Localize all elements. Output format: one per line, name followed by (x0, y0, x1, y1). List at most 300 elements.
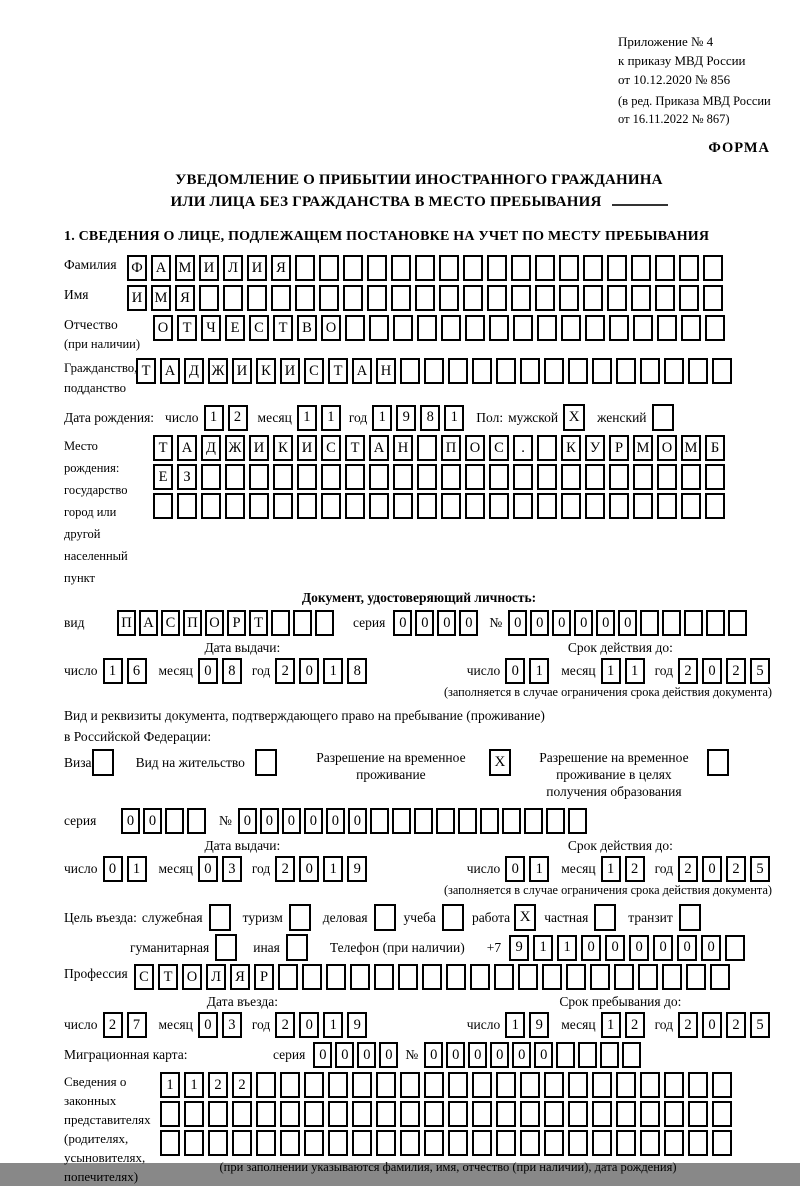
purpose-tourism-checkbox[interactable] (289, 904, 311, 931)
char-box[interactable] (441, 464, 461, 490)
char-box[interactable] (392, 808, 411, 834)
sex-male-checkbox[interactable]: X (563, 404, 585, 431)
char-box[interactable] (502, 808, 521, 834)
char-box[interactable]: О (182, 964, 202, 990)
char-box[interactable]: 0 (468, 1042, 487, 1068)
char-box[interactable] (679, 285, 699, 311)
char-box[interactable]: 0 (304, 808, 323, 834)
char-box[interactable]: 1 (323, 658, 343, 684)
char-box[interactable] (369, 315, 389, 341)
char-box[interactable] (631, 255, 651, 281)
char-box[interactable] (592, 1130, 612, 1156)
char-box[interactable] (400, 358, 420, 384)
char-box[interactable] (688, 1072, 708, 1098)
char-box[interactable] (609, 464, 629, 490)
char-box[interactable] (712, 1101, 732, 1127)
char-box[interactable]: 1 (505, 1012, 525, 1038)
char-box[interactable]: Т (177, 315, 197, 341)
char-box[interactable] (232, 1130, 252, 1156)
char-box[interactable] (247, 285, 267, 311)
char-box[interactable]: 1 (184, 1072, 204, 1098)
char-box[interactable] (225, 464, 245, 490)
char-box[interactable] (640, 358, 660, 384)
char-box[interactable] (367, 255, 387, 281)
char-box[interactable]: . (513, 435, 533, 461)
char-box[interactable]: 0 (424, 1042, 443, 1068)
char-box[interactable]: 1 (323, 1012, 343, 1038)
char-box[interactable] (535, 285, 555, 311)
char-box[interactable]: 0 (505, 658, 525, 684)
char-box[interactable] (472, 1130, 492, 1156)
char-box[interactable] (520, 1101, 540, 1127)
char-box[interactable]: 1 (127, 856, 147, 882)
char-box[interactable]: Д (184, 358, 204, 384)
char-box[interactable]: 1 (444, 405, 464, 431)
char-box[interactable] (561, 464, 581, 490)
purpose-transit-checkbox[interactable] (679, 904, 701, 931)
char-box[interactable]: 0 (446, 1042, 465, 1068)
char-box[interactable]: 2 (275, 658, 295, 684)
char-box[interactable]: И (280, 358, 300, 384)
char-box[interactable] (590, 964, 610, 990)
char-box[interactable]: 2 (103, 1012, 123, 1038)
char-box[interactable] (487, 255, 507, 281)
char-box[interactable] (391, 255, 411, 281)
char-box[interactable]: 1 (103, 658, 123, 684)
char-box[interactable]: 0 (701, 935, 721, 961)
char-box[interactable] (688, 1101, 708, 1127)
char-box[interactable] (280, 1072, 300, 1098)
char-box[interactable] (326, 964, 346, 990)
char-box[interactable] (592, 358, 612, 384)
char-box[interactable] (546, 808, 565, 834)
char-box[interactable]: 8 (222, 658, 242, 684)
char-box[interactable] (725, 935, 745, 961)
purpose-work-checkbox[interactable]: X (514, 904, 536, 931)
char-box[interactable] (273, 493, 293, 519)
char-box[interactable]: 0 (326, 808, 345, 834)
char-box[interactable] (295, 255, 315, 281)
char-box[interactable]: И (127, 285, 147, 311)
char-box[interactable] (319, 255, 339, 281)
char-box[interactable]: 0 (393, 610, 412, 636)
char-box[interactable] (187, 808, 206, 834)
char-box[interactable] (446, 964, 466, 990)
char-box[interactable] (664, 1101, 684, 1127)
char-box[interactable]: 5 (750, 658, 770, 684)
char-box[interactable] (160, 1130, 180, 1156)
char-box[interactable]: 0 (702, 658, 722, 684)
char-box[interactable] (465, 493, 485, 519)
char-box[interactable]: А (177, 435, 197, 461)
char-box[interactable] (520, 1072, 540, 1098)
char-box[interactable] (561, 493, 581, 519)
char-box[interactable] (664, 1130, 684, 1156)
char-box[interactable] (352, 1072, 372, 1098)
char-box[interactable] (458, 808, 477, 834)
char-box[interactable] (463, 285, 483, 311)
char-box[interactable] (400, 1101, 420, 1127)
char-box[interactable]: 0 (260, 808, 279, 834)
char-box[interactable]: 1 (601, 658, 621, 684)
char-box[interactable] (249, 493, 269, 519)
char-box[interactable]: И (247, 255, 267, 281)
char-box[interactable] (391, 285, 411, 311)
char-box[interactable] (369, 464, 389, 490)
char-box[interactable]: 0 (702, 856, 722, 882)
char-box[interactable] (568, 358, 588, 384)
char-box[interactable] (614, 964, 634, 990)
char-box[interactable]: 0 (505, 856, 525, 882)
char-box[interactable] (271, 610, 290, 636)
char-box[interactable] (463, 255, 483, 281)
char-box[interactable]: 1 (297, 405, 317, 431)
char-box[interactable]: П (441, 435, 461, 461)
char-box[interactable] (297, 464, 317, 490)
char-box[interactable]: Л (206, 964, 226, 990)
char-box[interactable] (524, 808, 543, 834)
char-box[interactable] (472, 1072, 492, 1098)
char-box[interactable] (681, 493, 701, 519)
char-box[interactable]: Ж (208, 358, 228, 384)
char-box[interactable] (568, 1072, 588, 1098)
temp-permit-edu-checkbox[interactable] (707, 749, 729, 776)
char-box[interactable] (544, 358, 564, 384)
char-box[interactable]: 9 (347, 1012, 367, 1038)
char-box[interactable]: 0 (534, 1042, 553, 1068)
char-box[interactable]: О (321, 315, 341, 341)
char-box[interactable] (343, 285, 363, 311)
char-box[interactable] (496, 1130, 516, 1156)
char-box[interactable] (304, 1101, 324, 1127)
char-box[interactable] (424, 1072, 444, 1098)
char-box[interactable] (256, 1072, 276, 1098)
char-box[interactable] (537, 315, 557, 341)
char-box[interactable] (703, 255, 723, 281)
char-box[interactable]: М (633, 435, 653, 461)
char-box[interactable]: 0 (198, 856, 218, 882)
char-box[interactable] (376, 1130, 396, 1156)
char-box[interactable] (470, 964, 490, 990)
char-box[interactable] (592, 1072, 612, 1098)
char-box[interactable] (600, 1042, 619, 1068)
char-box[interactable]: Е (225, 315, 245, 341)
char-box[interactable] (439, 255, 459, 281)
char-box[interactable]: Т (249, 610, 268, 636)
char-box[interactable]: 2 (625, 856, 645, 882)
char-box[interactable]: О (657, 435, 677, 461)
char-box[interactable]: С (249, 315, 269, 341)
char-box[interactable]: 9 (529, 1012, 549, 1038)
char-box[interactable] (199, 285, 219, 311)
char-box[interactable] (165, 808, 184, 834)
char-box[interactable]: 0 (143, 808, 162, 834)
char-box[interactable]: 0 (335, 1042, 354, 1068)
char-box[interactable] (328, 1072, 348, 1098)
char-box[interactable]: 0 (437, 610, 456, 636)
char-box[interactable] (710, 964, 730, 990)
char-box[interactable] (400, 1130, 420, 1156)
char-box[interactable] (662, 964, 682, 990)
char-box[interactable]: Т (328, 358, 348, 384)
char-box[interactable] (369, 493, 389, 519)
char-box[interactable] (583, 255, 603, 281)
char-box[interactable] (640, 1101, 660, 1127)
char-box[interactable] (511, 255, 531, 281)
char-box[interactable]: 1 (557, 935, 577, 961)
char-box[interactable]: 0 (313, 1042, 332, 1068)
char-box[interactable] (655, 285, 675, 311)
char-box[interactable]: Р (254, 964, 274, 990)
char-box[interactable] (640, 1130, 660, 1156)
char-box[interactable] (472, 1101, 492, 1127)
char-box[interactable]: 2 (228, 405, 248, 431)
char-box[interactable] (712, 1130, 732, 1156)
char-box[interactable]: Я (271, 255, 291, 281)
purpose-official-checkbox[interactable] (209, 904, 231, 931)
char-box[interactable]: 2 (232, 1072, 252, 1098)
char-box[interactable]: 0 (299, 1012, 319, 1038)
temp-permit-checkbox[interactable]: X (489, 749, 511, 776)
char-box[interactable] (321, 493, 341, 519)
char-box[interactable] (345, 493, 365, 519)
char-box[interactable]: 0 (702, 1012, 722, 1038)
char-box[interactable] (712, 1072, 732, 1098)
char-box[interactable]: М (151, 285, 171, 311)
char-box[interactable]: А (352, 358, 372, 384)
char-box[interactable] (622, 1042, 641, 1068)
char-box[interactable] (208, 1101, 228, 1127)
char-box[interactable] (640, 1072, 660, 1098)
char-box[interactable] (585, 493, 605, 519)
char-box[interactable] (328, 1130, 348, 1156)
char-box[interactable]: 0 (605, 935, 625, 961)
char-box[interactable]: Ч (201, 315, 221, 341)
char-box[interactable] (631, 285, 651, 311)
char-box[interactable] (511, 285, 531, 311)
char-box[interactable]: Т (153, 435, 173, 461)
char-box[interactable]: 9 (396, 405, 416, 431)
char-box[interactable]: 0 (379, 1042, 398, 1068)
char-box[interactable]: 2 (678, 856, 698, 882)
char-box[interactable] (518, 964, 538, 990)
char-box[interactable]: 2 (275, 1012, 295, 1038)
sex-female-checkbox[interactable] (652, 404, 674, 431)
residence-permit-checkbox[interactable] (255, 749, 277, 776)
char-box[interactable] (537, 493, 557, 519)
char-box[interactable] (662, 610, 681, 636)
char-box[interactable] (616, 1101, 636, 1127)
char-box[interactable] (537, 435, 557, 461)
char-box[interactable]: 0 (530, 610, 549, 636)
char-box[interactable] (424, 358, 444, 384)
char-box[interactable] (201, 493, 221, 519)
char-box[interactable]: С (321, 435, 341, 461)
char-box[interactable] (417, 464, 437, 490)
char-box[interactable] (544, 1072, 564, 1098)
char-box[interactable] (705, 315, 725, 341)
char-box[interactable]: Д (201, 435, 221, 461)
char-box[interactable]: 1 (323, 856, 343, 882)
char-box[interactable]: 0 (198, 658, 218, 684)
char-box[interactable] (184, 1101, 204, 1127)
char-box[interactable] (343, 255, 363, 281)
char-box[interactable]: 8 (420, 405, 440, 431)
char-box[interactable] (566, 964, 586, 990)
char-box[interactable] (633, 464, 653, 490)
char-box[interactable]: 0 (490, 1042, 509, 1068)
char-box[interactable] (280, 1101, 300, 1127)
char-box[interactable]: С (304, 358, 324, 384)
char-box[interactable] (345, 315, 365, 341)
char-box[interactable]: 8 (347, 658, 367, 684)
char-box[interactable] (681, 315, 701, 341)
char-box[interactable] (489, 493, 509, 519)
char-box[interactable]: С (134, 964, 154, 990)
char-box[interactable] (686, 964, 706, 990)
char-box[interactable]: 0 (103, 856, 123, 882)
char-box[interactable] (609, 493, 629, 519)
char-box[interactable] (559, 285, 579, 311)
char-box[interactable]: Т (273, 315, 293, 341)
char-box[interactable]: 0 (121, 808, 140, 834)
char-box[interactable] (352, 1130, 372, 1156)
char-box[interactable]: 2 (726, 1012, 746, 1038)
char-box[interactable] (448, 1072, 468, 1098)
char-box[interactable] (177, 493, 197, 519)
char-box[interactable] (448, 1101, 468, 1127)
char-box[interactable] (706, 610, 725, 636)
char-box[interactable] (256, 1130, 276, 1156)
char-box[interactable]: 0 (677, 935, 697, 961)
char-box[interactable] (293, 610, 312, 636)
char-box[interactable] (496, 1072, 516, 1098)
char-box[interactable] (424, 1101, 444, 1127)
char-box[interactable] (688, 358, 708, 384)
char-box[interactable]: 6 (127, 658, 147, 684)
char-box[interactable] (609, 315, 629, 341)
char-box[interactable] (225, 493, 245, 519)
char-box[interactable] (679, 255, 699, 281)
char-box[interactable]: Т (158, 964, 178, 990)
char-box[interactable]: 2 (208, 1072, 228, 1098)
char-box[interactable] (376, 1101, 396, 1127)
char-box[interactable]: 0 (299, 658, 319, 684)
char-box[interactable]: 0 (357, 1042, 376, 1068)
char-box[interactable] (414, 808, 433, 834)
char-box[interactable] (633, 315, 653, 341)
char-box[interactable]: В (297, 315, 317, 341)
char-box[interactable] (640, 610, 659, 636)
char-box[interactable] (489, 315, 509, 341)
char-box[interactable] (568, 808, 587, 834)
char-box[interactable] (544, 1130, 564, 1156)
char-box[interactable] (278, 964, 298, 990)
char-box[interactable]: И (297, 435, 317, 461)
char-box[interactable] (465, 464, 485, 490)
char-box[interactable] (393, 315, 413, 341)
char-box[interactable]: 0 (238, 808, 257, 834)
char-box[interactable] (657, 315, 677, 341)
purpose-other-checkbox[interactable] (286, 934, 308, 961)
char-box[interactable] (374, 964, 394, 990)
char-box[interactable]: 0 (552, 610, 571, 636)
char-box[interactable] (208, 1130, 228, 1156)
char-box[interactable] (705, 493, 725, 519)
char-box[interactable] (302, 964, 322, 990)
char-box[interactable] (232, 1101, 252, 1127)
char-box[interactable] (535, 255, 555, 281)
char-box[interactable] (616, 1130, 636, 1156)
char-box[interactable] (592, 1101, 612, 1127)
char-box[interactable] (441, 493, 461, 519)
char-box[interactable] (559, 255, 579, 281)
char-box[interactable] (664, 358, 684, 384)
char-box[interactable]: 1 (625, 658, 645, 684)
char-box[interactable]: К (273, 435, 293, 461)
char-box[interactable] (417, 493, 437, 519)
visa-checkbox[interactable] (92, 749, 114, 776)
char-box[interactable] (607, 255, 627, 281)
char-box[interactable] (393, 464, 413, 490)
char-box[interactable] (585, 315, 605, 341)
char-box[interactable] (544, 1101, 564, 1127)
char-box[interactable] (256, 1101, 276, 1127)
char-box[interactable] (315, 610, 334, 636)
char-box[interactable] (448, 1130, 468, 1156)
char-box[interactable]: С (161, 610, 180, 636)
char-box[interactable]: А (369, 435, 389, 461)
char-box[interactable]: А (160, 358, 180, 384)
char-box[interactable] (319, 285, 339, 311)
char-box[interactable] (568, 1130, 588, 1156)
char-box[interactable]: 0 (348, 808, 367, 834)
char-box[interactable] (370, 808, 389, 834)
char-box[interactable]: 0 (618, 610, 637, 636)
char-box[interactable]: 2 (625, 1012, 645, 1038)
char-box[interactable] (441, 315, 461, 341)
char-box[interactable]: И (249, 435, 269, 461)
char-box[interactable]: 2 (726, 856, 746, 882)
char-box[interactable] (465, 315, 485, 341)
char-box[interactable]: 1 (160, 1072, 180, 1098)
char-box[interactable] (681, 464, 701, 490)
char-box[interactable]: Л (223, 255, 243, 281)
char-box[interactable] (367, 285, 387, 311)
char-box[interactable]: 2 (678, 658, 698, 684)
char-box[interactable] (297, 493, 317, 519)
char-box[interactable] (480, 808, 499, 834)
char-box[interactable] (684, 610, 703, 636)
char-box[interactable] (400, 1072, 420, 1098)
char-box[interactable] (345, 464, 365, 490)
char-box[interactable] (376, 1072, 396, 1098)
char-box[interactable] (160, 1101, 180, 1127)
purpose-private-checkbox[interactable] (594, 904, 616, 931)
char-box[interactable] (556, 1042, 575, 1068)
char-box[interactable] (568, 1101, 588, 1127)
char-box[interactable] (448, 358, 468, 384)
char-box[interactable]: Т (136, 358, 156, 384)
char-box[interactable] (638, 964, 658, 990)
char-box[interactable] (487, 285, 507, 311)
char-box[interactable]: У (585, 435, 605, 461)
char-box[interactable] (633, 493, 653, 519)
char-box[interactable] (201, 464, 221, 490)
char-box[interactable] (417, 315, 437, 341)
char-box[interactable] (583, 285, 603, 311)
char-box[interactable]: 0 (596, 610, 615, 636)
